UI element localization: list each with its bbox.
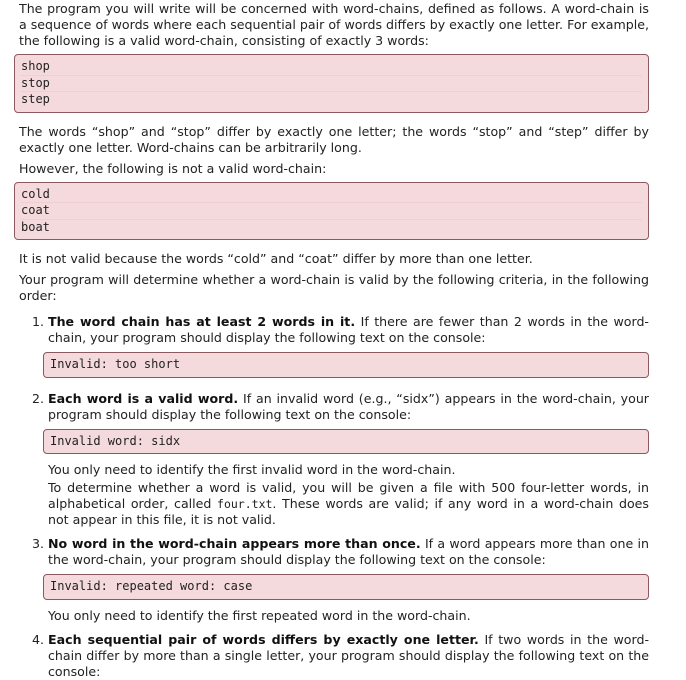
criterion-item — [19, 314, 649, 378]
criterion-note: To determine whether a word is valid, you will be given a file with 500 four-letter words, in alphabetical order, called four.txt. These words are valid; if any word in a word-chain does not appear in this file, it is not valid. — [48, 480, 649, 527]
criterion-text: If there are fewer than 2 words in the word-chain, your program should display the following text on the console: — [48, 314, 649, 345]
intro-paragraph: The program you will write will be concerned with word-chains, defined as follows. A word-chain is a sequence of words where each sequential pair of words differs by exactly one letter. For example, the following is a valid word-chain, consisting of exactly 3 words: — [19, 1, 649, 48]
criterion-paragraph — [48, 536, 649, 568]
criterion-text: If a word appears more than one in the word-chain, your program should display the following text on the console: — [48, 536, 649, 567]
criterion-note: You only need to identify the first invalid word in the word-chain. — [48, 462, 456, 477]
filename: four.txt — [217, 497, 273, 511]
criterion-paragraph — [48, 391, 649, 423]
console-output: Invalid: repeated word: case — [50, 579, 253, 593]
criterion-note: You only need to identify the first repeated word in the word-chain. — [48, 607, 471, 623]
code-line: boat — [21, 219, 50, 234]
code-line: stop — [21, 76, 642, 93]
criterion-title: Each word is a valid word. — [48, 390, 239, 406]
document-page — [0, 1, 686, 680]
criterion-title: The word chain has at least 2 words in it. — [48, 314, 356, 329]
criterion-paragraph — [48, 632, 649, 680]
code-line: coat — [21, 203, 642, 220]
item-number: 4. — [32, 631, 45, 647]
item-number: 1. — [32, 314, 45, 329]
however-text: However, the following is not a valid word-chain: — [19, 160, 327, 176]
criterion-text: If two words in the word-chain differ by more than a single letter, your program should display the following text on the console: — [48, 631, 650, 679]
criterion-item — [19, 632, 649, 680]
code-line: step — [21, 92, 50, 106]
console-output-box — [43, 429, 649, 455]
criterion-paragraph — [48, 314, 649, 346]
item-number: 2. — [32, 390, 45, 406]
invalid-chain-code-block — [14, 182, 649, 241]
criterion-item — [19, 391, 649, 529]
code-line: shop — [21, 59, 642, 76]
console-output: Invalid word: sidx — [50, 433, 181, 448]
criteria-list — [19, 314, 649, 680]
explanation-paragraph: The words “shop” and “stop” differ by exactly one letter; the words “stop” and “step” differ by exactly one letter. Word-chains can be arbitrarily long. — [19, 123, 649, 155]
console-output: Invalid: too short — [50, 357, 181, 371]
valid-chain-code-block — [14, 54, 649, 113]
item-number: 3. — [32, 536, 45, 551]
not-valid-text: It is not valid because the words “cold” and “coat” differ by more than one letter. — [19, 251, 533, 266]
criteria-intro: Your program will determine whether a word-chain is valid by the following criteria, in the following order: — [19, 272, 649, 303]
console-output-box — [43, 574, 649, 600]
console-output-box — [43, 352, 649, 378]
criterion-item — [19, 536, 649, 624]
code-line: cold — [21, 187, 642, 204]
criterion-text: If an invalid word (e.g., “sidx”) appears in the word-chain, your program should display the following text on the console: — [48, 390, 649, 422]
criterion-title: Each sequential pair of words differs by exactly one letter. — [48, 631, 479, 647]
criterion-title: No word in the word-chain appears more than once. — [48, 536, 421, 551]
